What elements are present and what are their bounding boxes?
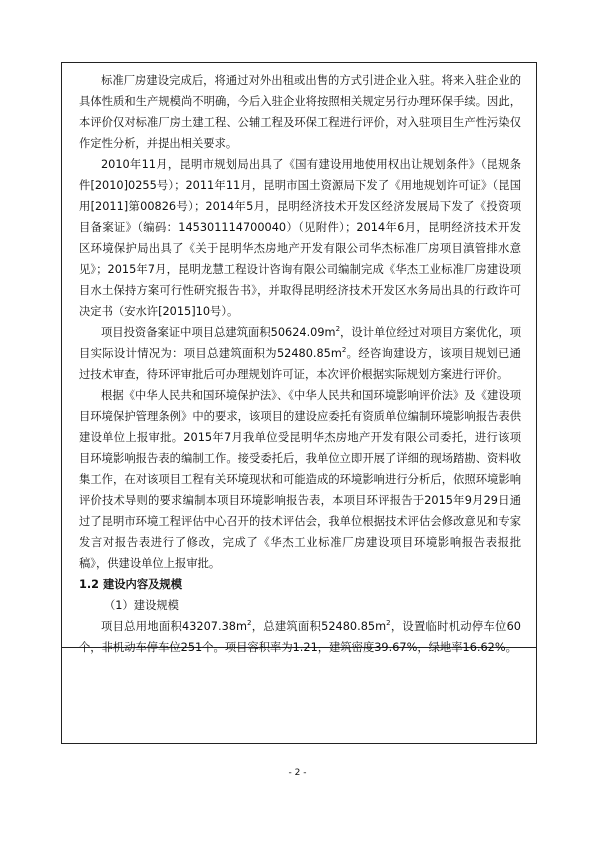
scale-text-3: ，设置临时机动停车位60个，非机动车停车位251个。项目容积率为1.21，建筑密度39.67%，绿地率16.62%。 [79,620,521,654]
area-sup-2: 2 [341,346,347,355]
page-number: - 2 - [288,768,307,778]
scale-text-2: ，总建筑面积52480.85m [251,620,387,633]
area-text-2: ，设计单位经过对项目方案优化，项目实际设计情况为：项目总建筑面积为52480.85m [79,326,521,360]
area-sup-1: 2 [335,325,341,334]
scale-sup-2: 2 [386,619,391,628]
area-text-1: 项目投资备案证中项目总建筑面积50624.09m [101,326,336,339]
paragraph-commission: 根据《中华人民共和国环境保护法》、《中华人民共和国环境影响评价法》及《建设项目环境保护管理条例》中的要求，该项目的建设应委托有资质单位编制环境影响报告表供建设单位上报审批。2015年7月我单位受昆明华杰房地产开发有限公司委托，进行该项目环境影响报告表的编制工作。接受委托后，我单位立即开展了详细的现场踏勘、资料收集工作，在对该项目工程有关环境现状和可能造成的环境影响进行分析后，依照环境影响评价技术导则的要求编制本项目环境影响报告表，本项目环评报告于2015年9月29日通过了昆明市环境工程评估中心召开的技术评估会，我单位根据技术评估会修改意见和专家发言对报告表进行了修改，完成了《华杰工业标准厂房建设项目环境影响报告表报批稿》，供建设单位上报审批。 [79,389,521,570]
area-text-3: 。经咨询建设方，该项目规划已通过技术审查，待环评审批后可办理规划许可证，本次评价根据实际规划方案进行评价。 [79,347,521,381]
document-body [79,70,521,658]
paragraph-approvals: 2010年11月，昆明市规划局出具了《国有建设用地使用权出让规划条件》（昆规条件[2010]0255号）；2011年11月，昆明市国土资源局下发了《用地规划许可证》（昆国用[2011]第00826号）；2014年5月，昆明经济技术开发区经济发展局下发了《投资项目备案证》（编码：145301114700040）（见附件）；2014年6月，昆明经济技术开发区环境保护局出具了《关于昆明华杰房地产开发有限公司华杰标准厂房项目滇管排水意见》；2015年7月，昆明龙慧工程设计咨询有限公司编制完成《华杰工业标准厂房建设项目水土保持方案可行性研究报告书》，并取得昆明经济技术开发区水务局出具的行政许可决定书（安水许[2015]10号）。 [79,158,521,318]
paragraph-scale [79,616,521,658]
section-heading: 1.2 建设内容及规模 [79,578,183,591]
scale-text-1: 项目总用地面积43207.38m [101,620,247,633]
paragraph-area [79,322,521,385]
subheading: （1）建设规模 [104,599,179,612]
scale-sup-1: 2 [246,619,252,628]
paragraph-intro: 标准厂房建设完成后，将通过对外出租或出售的方式引进企业入驻。将来入驻企业的具体性质和生产规模尚不明确，今后入驻企业将按照相关规定另行办理环保手续。因此，本评价仅对标准厂房土建工程、公辅工程及环保工程进行评价，对入驻项目生产性污染仅作定性分析，并提出相关要求。 [79,74,521,150]
